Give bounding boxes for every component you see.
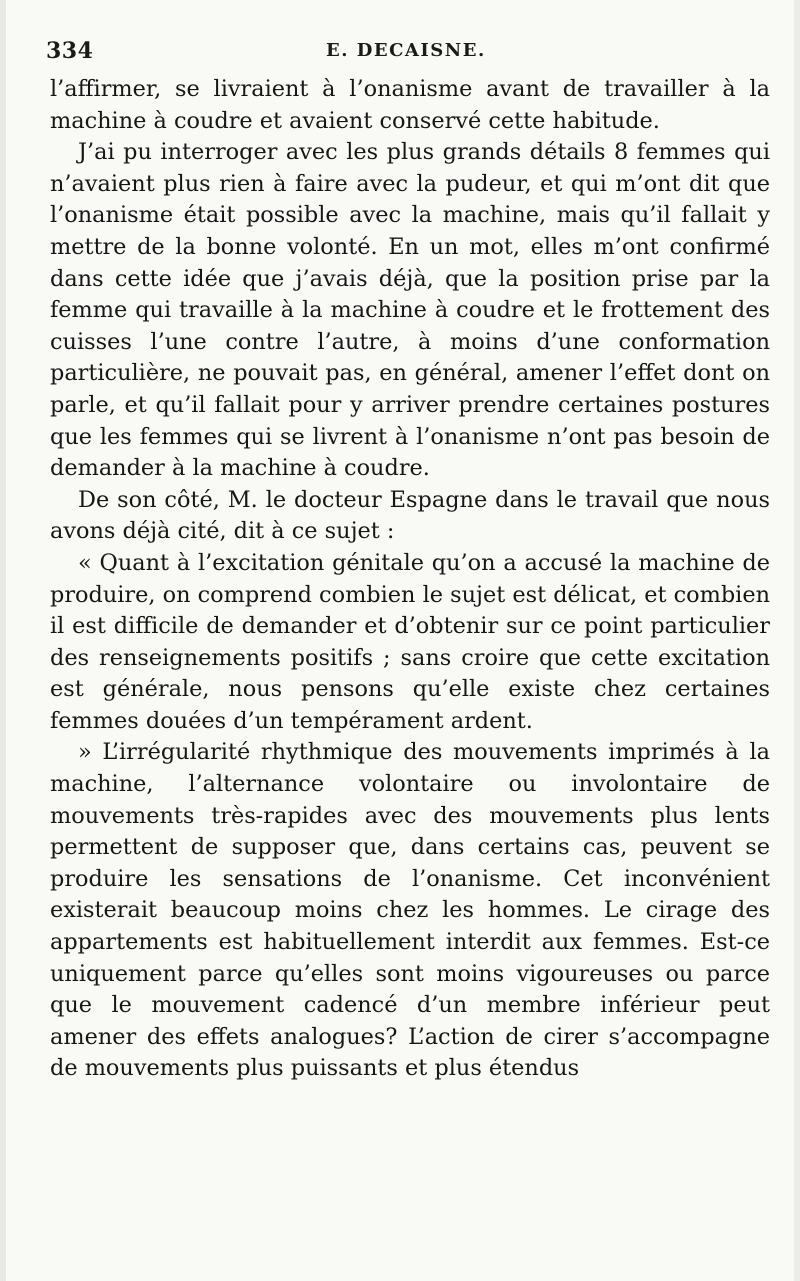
page-number: 334 <box>46 38 94 64</box>
paragraph-continuation: l’affirmer, se livraient à l’onanisme avant de travailler à la machine à coudre et avaient conservé cette habitude. <box>50 76 770 134</box>
running-head: E. DECAISNE. <box>326 40 486 61</box>
paragraph-interviews: J’ai pu interroger avec les plus grands détails 8 femmes qui n’avaient plus rien à faire avec la pudeur, et qui m’ont dit que l’onanisme était possible avec la machine, mais qu’il fallait y mettre de la bonne volonté. En un mot, elles m’ont confirmé dans cette idée que j’avais déjà, que la position prise par la femme qui travaille à la machine à coudre et le frottement des cuisses l’une contre l’autre, à moins d’une conformation particulière, ne pouvait pas, en général, amener l’effet dont on parle, et qu’il fallait pour y arriver prendre certaines postures que les femmes qui se livrent à l’onanisme n’ont pas besoin de demander à la machine à coudre. <box>50 139 770 482</box>
paragraph-quote-excitation: « Quant à l’excitation génitale qu’on a accusé la machine de produire, on comprend combien le sujet est délicat, et combien il est difficile de demander et d’obtenir sur ce point particulier des renseignements positifs ; sans croire que cette excitation est générale, nous pensons qu’elle existe chez certaines femmes douées d’un tempérament ardent. <box>50 549 770 734</box>
body-text <box>50 74 770 1085</box>
page-header <box>46 34 756 68</box>
paragraph-quote-rhythm: » L’irrégularité rhythmique des mouvements imprimés à la machine, l’alternance volontaire ou involontaire de mouvements très-rapides avec des mouvements plus lents permettent de supposer que, dans certains cas, peuvent se produire les sensations de l’onanisme. Cet inconvénient existerait beaucoup moins chez les hommes. Le cirage des appartements est habituellement interdit aux femmes. Est-ce uniquement parce qu’elles sont moins vigoureuses ou parce que le mouvement cadencé d’un membre inférieur peut amener des effets analogues? L’action de cirer s’accompagne de mouvements plus puissants et plus étendus <box>50 739 770 1082</box>
paragraph-espagne-intro: De son côté, M. le docteur Espagne dans le travail que nous avons déjà cité, dit à ce sujet : <box>50 486 770 545</box>
